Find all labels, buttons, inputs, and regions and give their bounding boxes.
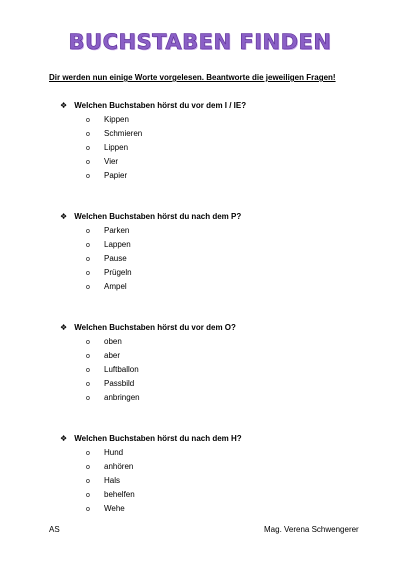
answer-text: Schmieren <box>104 129 143 138</box>
instruction-text: Dir werden nun einige Worte vorgelesen. Beantworte die jeweiligen Fragen! <box>49 73 336 82</box>
list-item <box>86 268 132 282</box>
answer-text: Ampel <box>104 282 127 291</box>
circle-bullet-icon: o <box>86 159 90 166</box>
answer-list-3 <box>86 337 140 407</box>
question-text: Welchen Buchstaben hörst du vor dem O? <box>74 323 236 332</box>
answer-text: oben <box>104 337 122 346</box>
list-item <box>86 115 142 129</box>
question-4 <box>60 434 242 444</box>
list-item <box>86 254 132 268</box>
circle-bullet-icon: o <box>86 173 90 180</box>
circle-bullet-icon: o <box>86 256 90 263</box>
answer-text: Lippen <box>104 143 129 152</box>
list-item <box>86 351 140 365</box>
circle-bullet-icon: o <box>86 339 90 346</box>
list-item <box>86 226 132 240</box>
question-2 <box>60 212 241 222</box>
footer-author: Mag. Verena Schwengerer <box>264 525 359 534</box>
answer-text: Pause <box>104 254 127 263</box>
circle-bullet-icon: o <box>86 395 90 402</box>
list-item <box>86 476 135 490</box>
question-text: Welchen Buchstaben hörst du nach dem P? <box>74 212 242 221</box>
circle-bullet-icon: o <box>86 450 90 457</box>
answer-text: Luftballon <box>104 365 139 374</box>
answer-text: Kippen <box>104 115 129 124</box>
list-item <box>86 157 142 171</box>
question-text: Welchen Buchstaben hörst du nach dem H? <box>74 434 242 443</box>
list-item <box>86 143 142 157</box>
question-text: Welchen Buchstaben hörst du vor dem I / IE? <box>74 101 247 110</box>
circle-bullet-icon: o <box>86 131 90 138</box>
answer-text: Parken <box>104 226 130 235</box>
diamond-bullet-icon: ❖ <box>60 434 68 443</box>
list-item <box>86 129 142 143</box>
circle-bullet-icon: o <box>86 242 90 249</box>
answer-text: behelfen <box>104 490 135 499</box>
answer-text: Passbild <box>104 379 135 388</box>
answer-list-4 <box>86 448 135 518</box>
answer-text: aber <box>104 351 121 360</box>
answer-text: Lappen <box>104 240 131 249</box>
list-item <box>86 379 140 393</box>
circle-bullet-icon: o <box>86 478 90 485</box>
circle-bullet-icon: o <box>86 367 90 374</box>
question-1 <box>60 101 246 111</box>
answer-text: Hund <box>104 448 124 457</box>
circle-bullet-icon: o <box>86 284 90 291</box>
list-item <box>86 240 132 254</box>
answer-text: anbringen <box>104 393 140 402</box>
circle-bullet-icon: o <box>86 353 90 360</box>
list-item <box>86 462 135 476</box>
circle-bullet-icon: o <box>86 464 90 471</box>
list-item <box>86 365 140 379</box>
answer-text: Hals <box>104 476 121 485</box>
answer-list-2 <box>86 226 132 296</box>
list-item <box>86 393 140 407</box>
answer-text: Papier <box>104 171 128 180</box>
circle-bullet-icon: o <box>86 492 90 499</box>
answer-text: anhören <box>104 462 134 471</box>
question-3 <box>60 323 236 333</box>
list-item <box>86 171 142 185</box>
circle-bullet-icon: o <box>86 381 90 388</box>
footer-left-text: AS <box>49 525 60 534</box>
answer-text: Vier <box>104 157 119 166</box>
list-item <box>86 337 140 351</box>
list-item <box>86 448 135 462</box>
answer-text: Wehe <box>104 504 125 513</box>
circle-bullet-icon: o <box>86 145 90 152</box>
diamond-bullet-icon: ❖ <box>60 323 68 332</box>
answer-text: Prügeln <box>104 268 132 277</box>
circle-bullet-icon: o <box>86 228 90 235</box>
circle-bullet-icon: o <box>86 117 90 124</box>
circle-bullet-icon: o <box>86 506 90 513</box>
circle-bullet-icon: o <box>86 270 90 277</box>
answer-list-1 <box>86 115 142 185</box>
page-title: BUCHSTABEN FINDEN <box>68 30 332 54</box>
diamond-bullet-icon: ❖ <box>60 212 68 221</box>
diamond-bullet-icon: ❖ <box>60 101 68 110</box>
list-item <box>86 490 135 504</box>
list-item <box>86 504 135 518</box>
list-item <box>86 282 132 296</box>
